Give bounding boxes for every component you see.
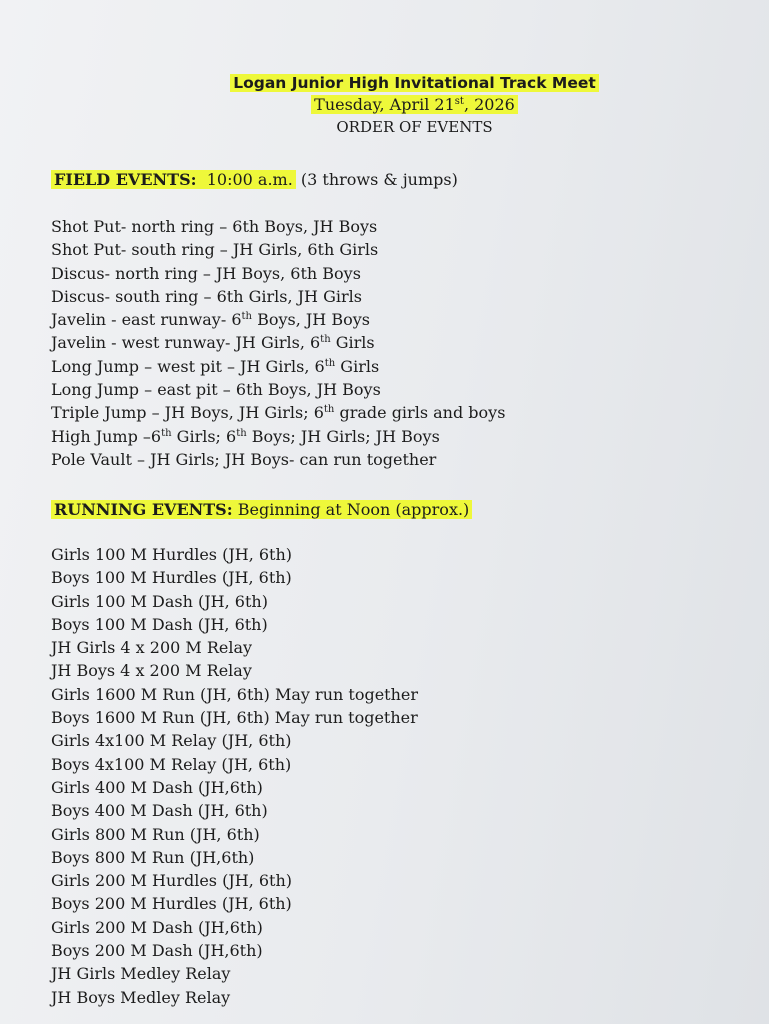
field-event-item: Shot Put- south ring – JH Girls, 6th Girls — [51, 240, 379, 260]
running-event-item: Boys 400 M Dash (JH, 6th) — [51, 801, 268, 821]
field-event-item: Long Jump – east pit – 6th Boys, JH Boys — [51, 380, 381, 400]
meet-date: Tuesday, April 21st, 2026 — [311, 95, 518, 114]
running-event-item: Boys 800 M Run (JH,6th) — [51, 847, 255, 867]
field-event-item: High Jump –6th Girls; 6th Boys; JH Girls; JH Boys — [51, 426, 440, 446]
document-header — [0, 72, 769, 138]
running-event-item: JH Girls Medley Relay — [51, 964, 231, 984]
running-event-item: JH Girls 4 x 200 M Relay — [51, 638, 253, 658]
running-events-list — [51, 543, 418, 1009]
running-event-item: Boys 200 M Dash (JH,6th) — [51, 941, 263, 961]
running-event-item: Girls 100 M Dash (JH, 6th) — [51, 591, 268, 611]
field-events-heading: FIELD EVENTS: 10:00 a.m. (3 throws & jumps) — [51, 169, 458, 191]
field-event-item: Pole Vault – JH Girls; JH Boys- can run together — [51, 449, 437, 469]
running-event-item: Boys 200 M Hurdles (JH, 6th) — [51, 894, 292, 914]
field-event-item: Javelin - west runway- JH Girls, 6th Girls — [51, 333, 375, 353]
running-event-item: Girls 200 M Hurdles (JH, 6th) — [51, 871, 293, 891]
field-events-list — [51, 215, 505, 471]
running-event-item: Boys 1600 M Run (JH, 6th) May run together — [51, 708, 418, 728]
order-of-events-heading: ORDER OF EVENTS — [336, 118, 493, 136]
running-event-item: JH Boys Medley Relay — [51, 987, 231, 1007]
running-event-item: Girls 800 M Run (JH, 6th) — [51, 824, 260, 844]
field-event-item: Long Jump – west pit – JH Girls, 6th Girls — [51, 356, 380, 376]
running-event-item: Boys 4x100 M Relay (JH, 6th) — [51, 754, 292, 774]
running-event-item: Girls 100 M Hurdles (JH, 6th) — [51, 545, 293, 564]
running-event-item: Girls 1600 M Run (JH, 6th) May run together — [51, 684, 419, 704]
running-event-item: Girls 200 M Dash (JH,6th) — [51, 917, 263, 937]
field-event-item: Discus- south ring – 6th Girls, JH Girls — [51, 286, 362, 306]
field-event-item: Javelin - east runway- 6th Boys, JH Boys — [51, 310, 370, 330]
running-event-item: JH Boys 4 x 200 M Relay — [51, 661, 252, 681]
running-event-item: Girls 4x100 M Relay (JH, 6th) — [51, 731, 292, 751]
field-event-item: Triple Jump – JH Boys, JH Girls; 6th grade girls and boys — [51, 403, 506, 423]
running-event-item: Girls 400 M Dash (JH,6th) — [51, 777, 263, 797]
running-events-heading: RUNNING EVENTS: Beginning at Noon (approx.) — [51, 499, 472, 521]
meet-title: Logan Junior High Invitational Track Meet — [230, 74, 599, 92]
running-event-item: Boys 100 M Hurdles (JH, 6th) — [51, 568, 292, 588]
field-event-item: Discus- north ring – JH Boys, 6th Boys — [51, 263, 361, 283]
running-event-item: Boys 100 M Dash (JH, 6th) — [51, 614, 268, 634]
field-event-item: Shot Put- north ring – 6th Boys, JH Boys — [51, 217, 378, 236]
